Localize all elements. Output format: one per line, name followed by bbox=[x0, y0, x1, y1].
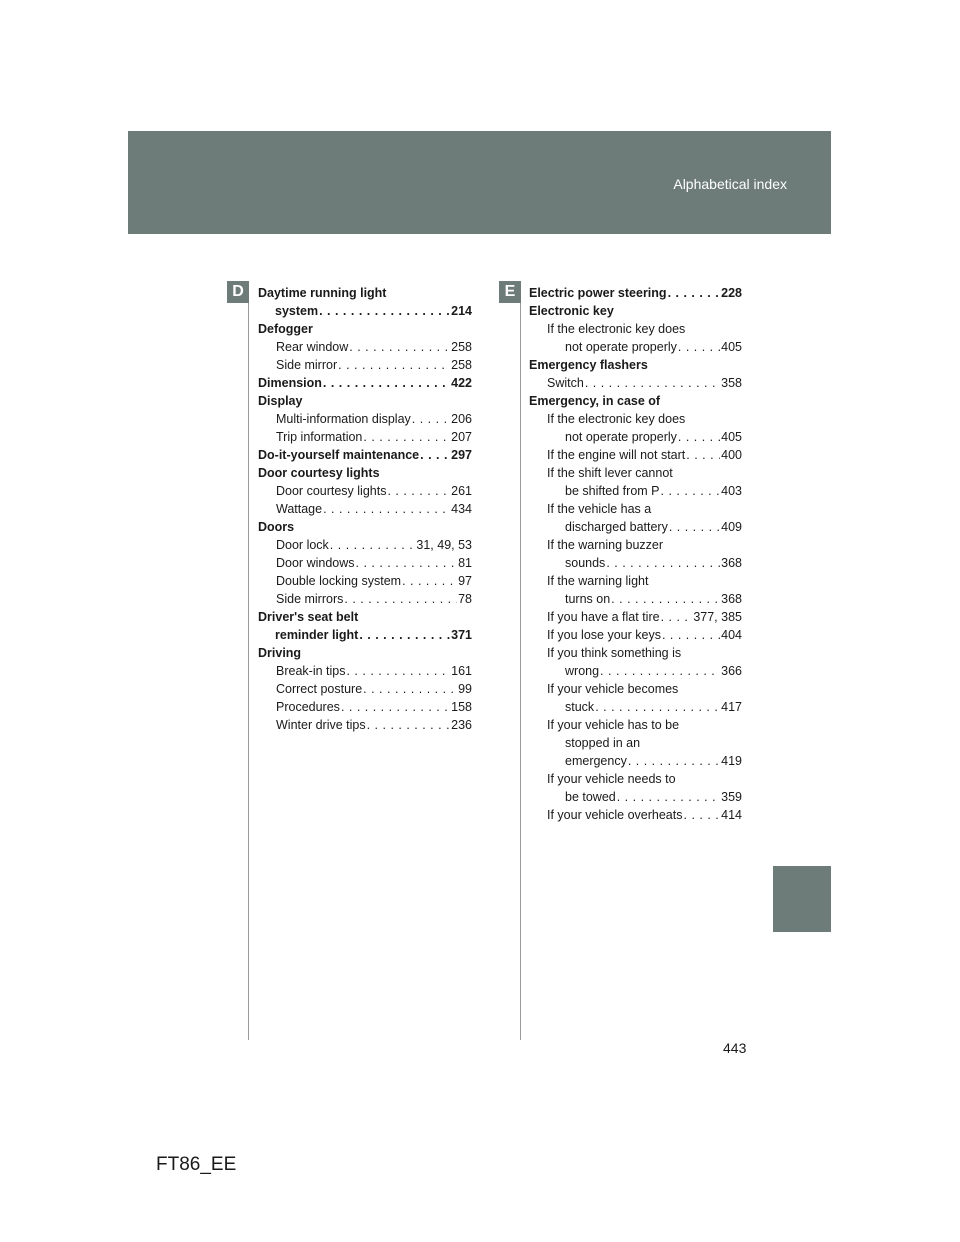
index-entry-text: Door courtesy lights bbox=[258, 466, 380, 480]
index-entry bbox=[529, 554, 742, 572]
dot-leader bbox=[412, 410, 450, 428]
index-entry bbox=[529, 338, 742, 356]
index-entry-text: If the warning light bbox=[547, 574, 649, 588]
dot-leader bbox=[359, 626, 450, 644]
index-entry-text: Daytime running light bbox=[258, 286, 387, 300]
index-entry-text: sounds bbox=[565, 556, 606, 570]
page-number: 443 bbox=[723, 1040, 747, 1056]
index-entry bbox=[258, 500, 472, 518]
dot-leader bbox=[387, 482, 450, 500]
index-entry-text: wrong bbox=[565, 664, 600, 678]
index-entry bbox=[529, 284, 742, 302]
index-entry-page: 417 bbox=[721, 700, 742, 714]
index-entry-text: Door lock bbox=[276, 538, 329, 552]
index-entry-text: Door windows bbox=[276, 556, 355, 570]
header-title: Alphabetical index bbox=[673, 176, 787, 192]
index-entry-text: Door courtesy lights bbox=[276, 484, 387, 498]
dot-leader bbox=[420, 446, 450, 464]
index-entry bbox=[529, 446, 742, 464]
index-entry-text: Switch bbox=[547, 376, 584, 390]
index-entry bbox=[258, 518, 472, 536]
index-entry bbox=[529, 572, 742, 590]
index-entry bbox=[529, 428, 742, 446]
index-entry-page: 297 bbox=[451, 448, 472, 462]
column-divider-left bbox=[248, 283, 249, 1040]
index-entry-text: Driver's seat belt bbox=[258, 610, 359, 624]
dot-leader bbox=[338, 356, 450, 374]
index-entry bbox=[258, 608, 472, 626]
index-entry bbox=[258, 446, 472, 464]
index-entry bbox=[258, 356, 472, 374]
index-entry-page: 78 bbox=[458, 592, 472, 606]
section-letter-d: D bbox=[227, 281, 249, 303]
index-entry-page: 31, 49, 53 bbox=[416, 538, 472, 552]
index-entry-text: If the electronic key does bbox=[547, 322, 686, 336]
dot-leader bbox=[585, 374, 720, 392]
dot-leader bbox=[341, 698, 450, 716]
dot-leader bbox=[367, 716, 451, 734]
index-entry bbox=[529, 626, 742, 644]
index-entry bbox=[529, 392, 742, 410]
dot-leader bbox=[595, 698, 720, 716]
index-entry-page: 358 bbox=[721, 376, 742, 390]
dot-leader bbox=[617, 788, 720, 806]
index-entry-text: reminder light bbox=[275, 628, 359, 642]
dot-leader bbox=[662, 626, 720, 644]
index-entry bbox=[529, 464, 742, 482]
index-entry-text: Electric power steering bbox=[529, 286, 667, 300]
index-entry bbox=[529, 518, 742, 536]
index-entry-text: be towed bbox=[565, 790, 616, 804]
index-entry bbox=[529, 806, 742, 824]
dot-leader bbox=[661, 608, 693, 626]
index-entry-page: 371 bbox=[451, 628, 472, 642]
index-entry-page: 81 bbox=[458, 556, 472, 570]
index-entry-text: Defogger bbox=[258, 322, 313, 336]
index-entry-page: 359 bbox=[721, 790, 742, 804]
index-entry bbox=[258, 482, 472, 500]
section-letter-e: E bbox=[499, 281, 521, 303]
dot-leader bbox=[600, 662, 720, 680]
index-entry-text: Double locking system bbox=[276, 574, 402, 588]
dot-leader bbox=[668, 284, 721, 302]
index-entry-page: 419 bbox=[721, 754, 742, 768]
index-entry bbox=[258, 320, 472, 338]
index-entry-text: Multi-information display bbox=[276, 412, 411, 426]
dot-leader bbox=[402, 572, 457, 590]
dot-leader bbox=[363, 680, 457, 698]
index-entry bbox=[529, 302, 742, 320]
index-entry-text: Winter drive tips bbox=[276, 718, 366, 732]
index-entry bbox=[258, 338, 472, 356]
index-entry-text: If the shift lever cannot bbox=[547, 466, 673, 480]
index-entry-text: emergency bbox=[565, 754, 627, 768]
index-entry-text: not operate properly bbox=[565, 430, 677, 444]
index-entry bbox=[529, 770, 742, 788]
index-entry bbox=[258, 302, 472, 320]
index-entry-text: If the warning buzzer bbox=[547, 538, 664, 552]
index-entry-text: If the vehicle has a bbox=[547, 502, 652, 516]
dot-leader bbox=[349, 338, 450, 356]
index-entry-text: system bbox=[275, 304, 319, 318]
index-entry-text: Do-it-yourself maintenance bbox=[258, 448, 420, 462]
index-entry bbox=[529, 644, 742, 662]
index-entry bbox=[258, 536, 472, 554]
index-entry bbox=[529, 536, 742, 554]
index-entry bbox=[529, 680, 742, 698]
index-entry-text: stopped in an bbox=[565, 736, 641, 750]
index-entry-page: 161 bbox=[451, 664, 472, 678]
index-entry-page: 261 bbox=[451, 484, 472, 498]
index-entry-page: 214 bbox=[451, 304, 472, 318]
index-entry-text: Doors bbox=[258, 520, 295, 534]
index-entry-page: 99 bbox=[458, 682, 472, 696]
index-entry-page: 414 bbox=[721, 808, 742, 822]
index-entry bbox=[529, 374, 742, 392]
index-entry bbox=[258, 590, 472, 608]
index-entry bbox=[258, 662, 472, 680]
index-entry-page: 228 bbox=[721, 286, 742, 300]
index-entry bbox=[258, 716, 472, 734]
column-divider-right bbox=[520, 283, 521, 1040]
index-entry bbox=[529, 356, 742, 374]
index-entry-page: 368 bbox=[721, 556, 742, 570]
index-entry bbox=[529, 410, 742, 428]
index-entry-page: 422 bbox=[451, 376, 472, 390]
index-column-e bbox=[529, 284, 742, 824]
index-entry-page: 403 bbox=[721, 484, 742, 498]
index-entry bbox=[529, 752, 742, 770]
index-entry-page: 368 bbox=[721, 592, 742, 606]
dot-leader bbox=[686, 446, 720, 464]
index-entry bbox=[258, 626, 472, 644]
index-entry-text: discharged battery bbox=[565, 520, 668, 534]
dot-leader bbox=[684, 806, 721, 824]
index-entry-text: Display bbox=[258, 394, 303, 408]
index-entry bbox=[258, 464, 472, 482]
document-code: FT86_EE bbox=[156, 1154, 237, 1175]
index-entry-text: Emergency flashers bbox=[529, 358, 648, 372]
index-entry-text: Side mirrors bbox=[276, 592, 344, 606]
index-entry-text: Trip information bbox=[276, 430, 363, 444]
index-entry-page: 377, 385 bbox=[693, 610, 742, 624]
index-entry-text: Procedures bbox=[276, 700, 340, 714]
index-entry bbox=[529, 662, 742, 680]
dot-leader bbox=[611, 590, 720, 608]
index-entry bbox=[258, 410, 472, 428]
index-entry bbox=[258, 698, 472, 716]
dot-leader bbox=[363, 428, 450, 446]
dot-leader bbox=[323, 500, 450, 518]
index-entry-text: Rear window bbox=[276, 340, 349, 354]
index-entry-page: 206 bbox=[451, 412, 472, 426]
dot-leader bbox=[319, 302, 450, 320]
header-bar bbox=[128, 131, 831, 234]
index-entry bbox=[258, 392, 472, 410]
index-entry-text: Wattage bbox=[276, 502, 323, 516]
index-entry-page: 366 bbox=[721, 664, 742, 678]
index-entry-text: If the engine will not start bbox=[547, 448, 686, 462]
index-entry bbox=[258, 284, 472, 302]
index-entry bbox=[529, 590, 742, 608]
dot-leader bbox=[330, 536, 416, 554]
dot-leader bbox=[346, 662, 450, 680]
index-entry-text: not operate properly bbox=[565, 340, 677, 354]
index-entry bbox=[529, 788, 742, 806]
index-entry bbox=[529, 482, 742, 500]
index-entry-text: Side mirror bbox=[276, 358, 338, 372]
index-entry-page: 400 bbox=[721, 448, 742, 462]
index-entry bbox=[529, 500, 742, 518]
index-entry-text: Break-in tips bbox=[276, 664, 346, 678]
index-entry bbox=[529, 698, 742, 716]
index-entry-text: If the electronic key does bbox=[547, 412, 686, 426]
index-entry-text: If you have a flat tire bbox=[547, 610, 660, 624]
section-thumb-tab bbox=[773, 866, 831, 932]
index-entry-text: Emergency, in case of bbox=[529, 394, 661, 408]
index-entry-text: If you think something is bbox=[547, 646, 682, 660]
index-entry-page: 409 bbox=[721, 520, 742, 534]
index-entry-page: 258 bbox=[451, 358, 472, 372]
index-entry bbox=[258, 554, 472, 572]
dot-leader bbox=[661, 482, 721, 500]
index-entry bbox=[529, 320, 742, 338]
index-entry bbox=[258, 680, 472, 698]
index-entry bbox=[258, 644, 472, 662]
index-entry-text: stuck bbox=[565, 700, 595, 714]
index-entry-page: 405 bbox=[721, 340, 742, 354]
dot-leader bbox=[669, 518, 720, 536]
index-entry bbox=[258, 572, 472, 590]
dot-leader bbox=[606, 554, 720, 572]
dot-leader bbox=[344, 590, 457, 608]
index-entry-page: 236 bbox=[451, 718, 472, 732]
index-entry-text: If your vehicle needs to bbox=[547, 772, 676, 786]
index-entry-text: If you lose your keys bbox=[547, 628, 661, 642]
index-entry-page: 97 bbox=[458, 574, 472, 588]
index-entry bbox=[258, 428, 472, 446]
index-entry-text: If your vehicle overheats bbox=[547, 808, 683, 822]
index-entry bbox=[258, 374, 472, 392]
dot-leader bbox=[628, 752, 720, 770]
index-entry-text: be shifted from P bbox=[565, 484, 660, 498]
index-entry-page: 405 bbox=[721, 430, 742, 444]
dot-leader bbox=[323, 374, 450, 392]
index-entry-text: Dimension bbox=[258, 376, 322, 390]
dot-leader bbox=[356, 554, 458, 572]
index-entry-page: 404 bbox=[721, 628, 742, 642]
index-entry-text: Electronic key bbox=[529, 304, 614, 318]
index-entry bbox=[529, 716, 742, 734]
index-entry bbox=[529, 608, 742, 626]
index-entry-text: turns on bbox=[565, 592, 611, 606]
index-entry-page: 158 bbox=[451, 700, 472, 714]
dot-leader bbox=[678, 338, 720, 356]
index-entry-page: 434 bbox=[451, 502, 472, 516]
index-entry-page: 207 bbox=[451, 430, 472, 444]
index-entry-page: 258 bbox=[451, 340, 472, 354]
index-entry-text: Driving bbox=[258, 646, 302, 660]
index-entry-text: If your vehicle has to be bbox=[547, 718, 680, 732]
index-entry-text: If your vehicle becomes bbox=[547, 682, 679, 696]
dot-leader bbox=[678, 428, 720, 446]
index-entry bbox=[529, 734, 742, 752]
index-column-d bbox=[258, 284, 472, 734]
index-entry-text: Correct posture bbox=[276, 682, 363, 696]
